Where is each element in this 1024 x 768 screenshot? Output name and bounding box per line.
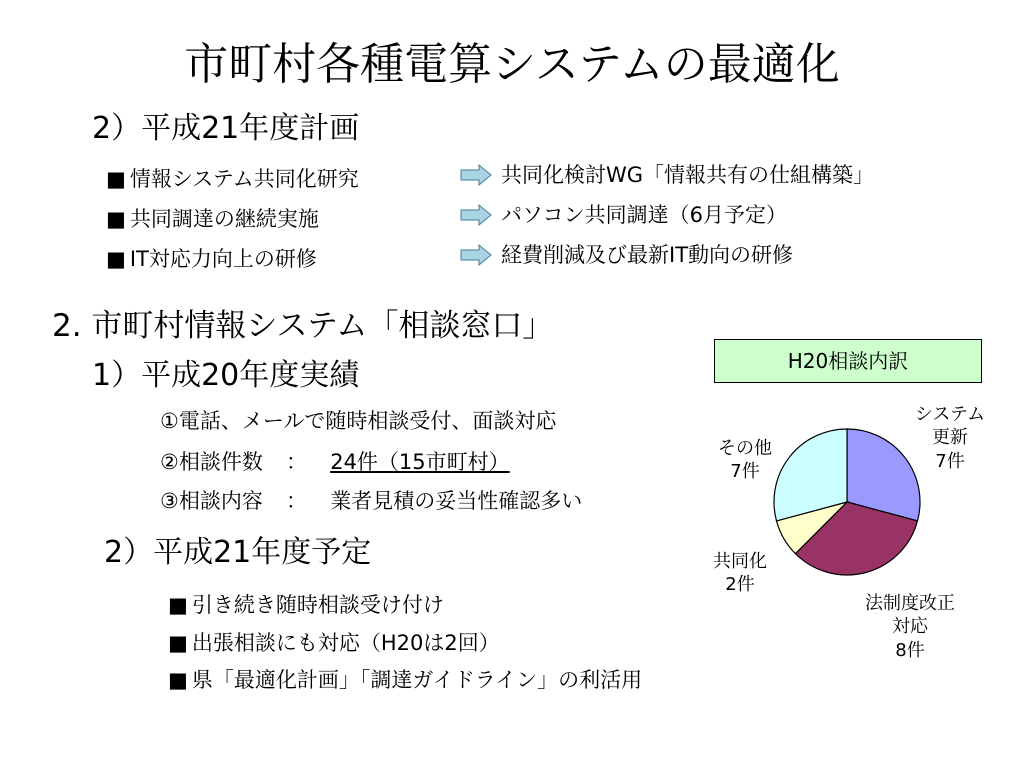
plan-item-1 xyxy=(106,163,359,193)
plan-item-2 xyxy=(106,203,319,233)
pie-label-other: その他 7件 xyxy=(718,438,772,483)
plan-result-1: 共同化検討WG「情報共有の仕組構築」 xyxy=(501,163,875,187)
result-item-1: ①電話、メールで随時相談受付、面談対応 xyxy=(160,409,557,433)
bullet-square-icon: ■ xyxy=(106,167,126,191)
right-arrow-icon xyxy=(460,164,492,186)
schedule-item-text: 引き続き随時相談受け付け xyxy=(191,593,444,617)
bullet-square-icon: ■ xyxy=(106,247,126,271)
schedule-item-text: 出張相談にも対応（H20は2回） xyxy=(191,631,500,655)
bullet-square-icon: ■ xyxy=(168,593,188,617)
plan-item-text: 共同調達の継続実施 xyxy=(129,207,319,231)
schedule-item-2 xyxy=(168,627,500,657)
right-arrow-icon xyxy=(460,244,492,266)
pie-label-joint: 共同化 2件 xyxy=(713,551,767,596)
result-value: 業者見積の妥当性確認多い xyxy=(330,489,583,513)
result-label: ②相談件数 xyxy=(160,450,263,474)
chart-title: H20相談内訳 xyxy=(714,339,982,383)
result-separator: ： xyxy=(286,489,308,513)
plan-result-2: パソコン共同調達（6月予定） xyxy=(501,203,787,227)
result-item-3 xyxy=(160,485,582,515)
result-item-2 xyxy=(160,446,510,476)
pie-label-law: 法制度改正 対応 8件 xyxy=(865,593,955,661)
bullet-square-icon: ■ xyxy=(106,207,126,231)
plan-item-text: 情報システム共同化研究 xyxy=(129,167,359,191)
section2-heading: 2. 市町村情報システム「相談窓口」 xyxy=(52,308,554,344)
result-value: 24件（15市町村） xyxy=(330,450,510,474)
section2-sub2: 2）平成21年度予定 xyxy=(104,535,372,570)
section1-subtitle: 2）平成21年度計画 xyxy=(92,111,360,146)
plan-item-3 xyxy=(106,243,317,273)
plan-result-3: 経費削減及び最新IT動向の研修 xyxy=(501,243,794,267)
schedule-item-1 xyxy=(168,589,444,619)
schedule-item-3 xyxy=(168,664,642,694)
result-label: ③相談内容 xyxy=(160,489,263,513)
plan-item-text: IT対応力向上の研修 xyxy=(129,247,317,271)
bullet-square-icon: ■ xyxy=(168,668,188,692)
pie-label-system: システム 更新 7件 xyxy=(914,404,986,472)
right-arrow-icon xyxy=(460,204,492,226)
schedule-item-text: 県「最適化計画」「調達ガイドライン」の利活用 xyxy=(191,668,643,692)
page-title: 市町村各種電算システムの最適化 xyxy=(184,39,840,90)
bullet-square-icon: ■ xyxy=(168,631,188,655)
section2-sub1: 1）平成20年度実績 xyxy=(92,358,360,393)
result-separator: ： xyxy=(286,450,308,474)
